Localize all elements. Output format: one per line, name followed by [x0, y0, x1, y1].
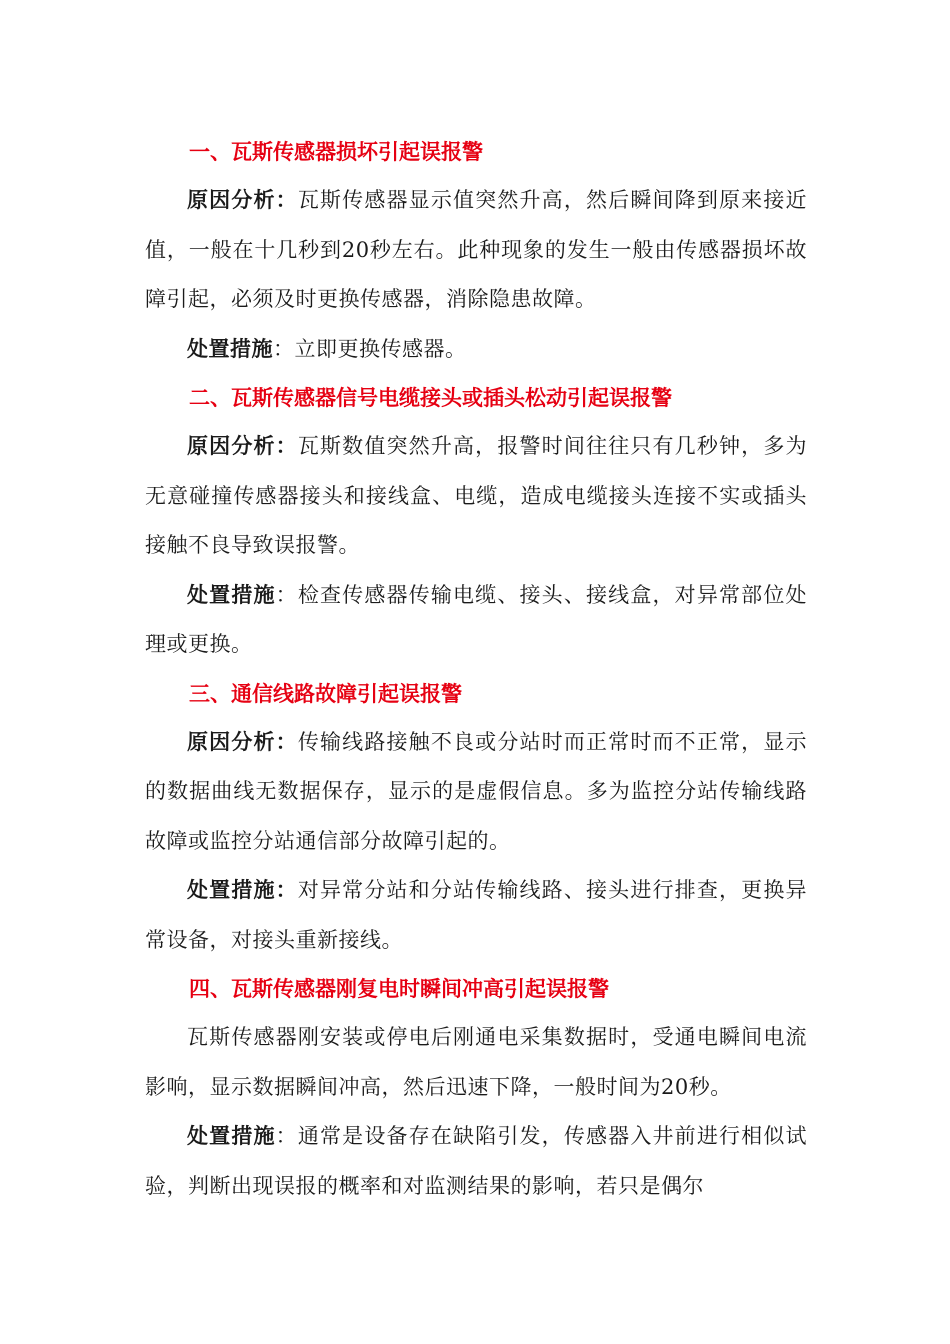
- cause-paragraph-2: [145, 422, 807, 571]
- cause-paragraph-1: [145, 176, 807, 325]
- measure-text: ：检查传感器传输电缆、接头、接线盒，对异常部位处理或更换。: [145, 582, 808, 656]
- cause-label: 原因分析：: [187, 188, 298, 212]
- section-heading-3: 三、通信线路故障引起误报警: [189, 681, 462, 706]
- section-heading-1: 一、瓦斯传感器损坏引起误报警: [189, 140, 483, 164]
- cause-text: 瓦斯传感器刚安装或停电后刚通电采集数据时，受通电瞬间电流影响，显示数据瞬间冲高，然后迅速下降，一般时间为20秒。: [145, 1025, 807, 1099]
- measure-paragraph-2: [145, 571, 807, 670]
- measure-text: 对异常分站和分站传输线路、接头进行排查，更换异常设备，对接头重新接线。: [145, 878, 808, 952]
- section-heading-4: 四、瓦斯传感器刚复电时瞬间冲高引起误报警: [189, 977, 609, 1001]
- measure-paragraph-1: [145, 325, 807, 375]
- section-heading-2: 二、瓦斯传感器信号电缆接头或插头松动引起误报警: [189, 386, 672, 410]
- cause-paragraph-4: [145, 1013, 807, 1112]
- measure-paragraph-4: [145, 1112, 807, 1211]
- measure-paragraph-3: [145, 866, 807, 965]
- measure-label: 处置措施: [187, 336, 273, 361]
- measure-label: 处置措施: [187, 1124, 276, 1148]
- cause-label: 原因分析：: [187, 729, 298, 754]
- cause-text: 瓦斯传感器显示值突然升高，然后瞬间降到原来接近值，一般在十几秒到20秒左右。此种现象的发生一般由传感器损坏故障引起，必须及时更换传感器，消除隐患故障。: [145, 188, 808, 311]
- cause-text: 传输线路接触不良或分站时而正常时而不正常，显示的数据曲线无数据保存，显示的是虚假信息。多为监控分站传输线路故障或监控分站通信部分故障引起的。: [145, 729, 808, 853]
- measure-text: ：通常是设备存在缺陷引发，传感器入井前进行相似试验，判断出现误报的概率和对监测结果的影响，若只是偶尔: [145, 1124, 808, 1198]
- measure-text: ：立即更换传感器。: [273, 336, 467, 361]
- measure-label: 处置措施: [187, 582, 276, 607]
- measure-label: 处置措施：: [187, 878, 298, 902]
- document-body: [145, 128, 807, 1211]
- cause-text: 瓦斯数值突然升高，报警时间往往只有几秒钟，多为无意碰撞传感器接头和接线盒、电缆，造成电缆接头连接不实或插头接触不良导致误报警。: [145, 434, 808, 557]
- cause-label: 原因分析：: [187, 434, 298, 458]
- cause-paragraph-3: [145, 718, 807, 867]
